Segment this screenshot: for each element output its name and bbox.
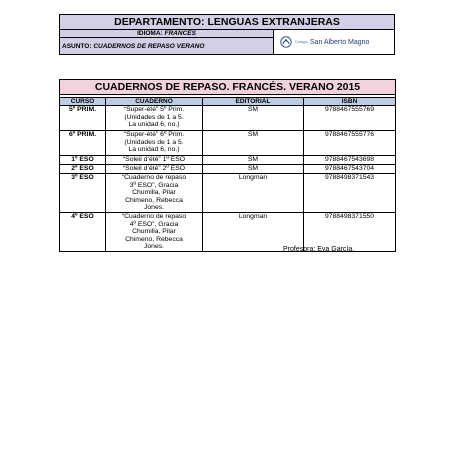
cell-cuaderno [106, 156, 203, 165]
cell-editorial: SM [203, 165, 304, 174]
cell-cuaderno [106, 131, 203, 156]
idioma-value: FRANCÉS [164, 30, 196, 37]
logo-text-small: Colegio [295, 40, 308, 44]
cuaderno-line: 3º ESO”, Gracia [129, 181, 179, 189]
cell-cuaderno [106, 165, 203, 174]
cell-cuaderno [106, 212, 203, 251]
cell-editorial: SM [203, 131, 304, 156]
table-row [60, 131, 396, 156]
cuaderno-line: Chumilla, Pilar [132, 189, 176, 197]
col-header-editorial: EDITORIAL [203, 98, 304, 106]
cell-curso: 1º ESO [60, 156, 106, 165]
cell-curso: 2º ESO [60, 165, 106, 174]
department-title: DEPARTAMENTO: LENGUAS EXTRANJERAS [60, 15, 395, 30]
school-logo [274, 30, 395, 55]
cell-cuaderno [106, 174, 203, 213]
asunto-value: CUADERNOS DE REPASO VERANO [93, 42, 205, 50]
cell-isbn: 9788467543698 [304, 156, 396, 165]
cuaderno-line: “Soleil d’été” 1º ESO [122, 156, 186, 163]
cuaderno-line: Jones. [143, 243, 165, 251]
header-table [59, 14, 395, 55]
cuaderno-line: “Super-été” 5º Prim. [123, 106, 185, 113]
cell-editorial: Longman [203, 212, 304, 251]
asunto-label: ASUNTO: [62, 42, 92, 50]
col-header-cuaderno: CUADERNO [106, 98, 203, 106]
cuaderno-line: “Cuaderno de repaso [121, 212, 187, 220]
cell-isbn: 9788467555776 [304, 131, 396, 156]
cell-isbn: 9788498371543 [304, 174, 396, 213]
idioma-cell [60, 30, 274, 38]
table-row [60, 156, 396, 165]
logo-text-name: San Alberto Magno [309, 38, 370, 46]
cell-curso: 6º PRIM. [60, 131, 106, 156]
cuaderno-line: La unidad 6, no.) [128, 146, 180, 154]
cuaderno-line: Jones. [143, 204, 165, 212]
cell-editorial: SM [203, 106, 304, 131]
cell-isbn: 9788467555769 [304, 106, 396, 131]
cuaderno-line: Chimeno, Rebecca [125, 235, 183, 243]
col-header-curso: CURSO [60, 98, 106, 106]
cell-curso: 4º ESO [60, 212, 106, 251]
idioma-label: IDIOMA: [137, 30, 163, 37]
cell-isbn: 9788467543704 [304, 165, 396, 174]
cell-editorial: SM [203, 156, 304, 165]
cell-curso: 5º PRIM. [60, 106, 106, 131]
cuaderno-line: 4º ESO”, Gracia [129, 220, 179, 228]
cuaderno-line: “Cuaderno de repaso [121, 174, 187, 181]
cell-isbn: 9788498371550 [304, 212, 396, 251]
school-logo-icon [280, 36, 292, 48]
table-row [60, 165, 396, 174]
workbooks-table [59, 79, 396, 252]
asunto-cell [60, 38, 274, 55]
cell-cuaderno [106, 106, 203, 131]
table-row [60, 174, 396, 213]
cell-editorial: Longman [203, 174, 304, 213]
signature: Profesora: Eva García. [283, 246, 355, 253]
table-row [60, 106, 396, 131]
cuaderno-line: “Super-été” 6º Prim. [123, 131, 185, 138]
cuaderno-line: (Unidades de 1 a 5. [124, 138, 184, 146]
cuaderno-line: “Soleil d’été” 2º ESO [122, 165, 186, 172]
cuaderno-line: (Unidades de 1 a 5. [124, 113, 184, 121]
cuaderno-line: Chumilla, Pilar [132, 228, 176, 236]
table-title: CUADERNOS DE REPASO. FRANCÉS. VERANO 2015 [60, 80, 396, 95]
cell-curso: 3º ESO [60, 174, 106, 213]
col-header-isbn: ISBN [304, 98, 396, 106]
cuaderno-line: La unidad 6, no.) [128, 121, 180, 129]
cuaderno-line: Chimeno, Rebecca [125, 196, 183, 204]
table-body [60, 106, 396, 252]
